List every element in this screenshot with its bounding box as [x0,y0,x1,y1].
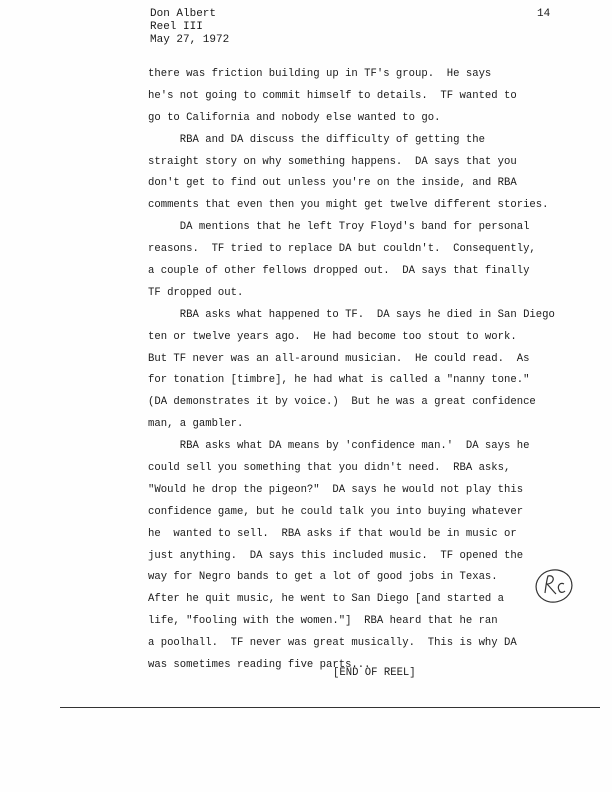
body-line: confidence game, but he could talk you into buying whatever [148,505,524,518]
body-line: After he quit music, he went to San Diego [and started a [148,593,505,606]
body-line: ten or twelve years ago. He had become too stout to work. [148,330,517,343]
handwritten-initials-icon [533,567,575,605]
reel-label: Reel III [150,21,203,33]
interviewee-name: Don Albert [150,8,217,20]
document-header [150,8,229,47]
body-line: a couple of other fellows dropped out. DA says that finally [148,265,530,278]
body-line: man, a gambler. [148,418,244,431]
body-line: he wanted to sell. RBA asks if that would be in music or [148,527,517,540]
body-line: there was friction building up in TF's group. He says [148,68,492,80]
body-line: RBA asks what DA means by 'confidence man.' DA says he [148,440,530,453]
body-line: a poolhall. TF never was great musically. This is why DA [148,637,517,650]
body-line: life, "fooling with the women."] RBA heard that he ran [148,615,498,628]
body-line: (DA demonstrates it by voice.) But he was a great confidence [148,396,536,409]
body-line: for tonation [timbre], he had what is called a "nanny tone." [148,374,530,387]
body-line: straight story on why something happens. DA says that you [148,155,517,168]
body-line: go to California and nobody else wanted to go. [148,111,441,124]
footer-rule [60,707,600,708]
body-line: DA mentions that he left Troy Floyd's band for personal [148,221,530,234]
body-line: way for Negro bands to get a lot of good jobs in Texas. [148,571,498,584]
interview-date: May 27, 1972 [150,34,230,46]
end-of-reel-marker: [END OF REEL] [333,667,416,679]
body-line: he's not going to commit himself to details. TF wanted to [148,89,517,102]
body-line: "Would he drop the pigeon?" DA says he would not play this [148,483,524,496]
page-number: 14 [537,8,551,20]
body-line: just anything. DA says this included music. TF opened the [148,549,524,562]
body-line: TF dropped out. [148,286,244,299]
body-line: comments that even then you might get twelve different stories. [148,199,549,212]
body-line: don't get to find out unless you're on the inside, and RBA [148,177,517,190]
body-line: could sell you something that you didn't need. RBA asks, [148,462,511,475]
transcript-body [148,64,568,677]
body-line: RBA and DA discuss the difficulty of getting the [148,133,485,146]
body-line: But TF never was an all-around musician. He could read. As [148,352,530,365]
body-line: was sometimes reading five parts... [148,659,371,672]
body-line: reasons. TF tried to replace DA but couldn't. Consequently, [148,243,536,256]
body-line: RBA asks what happened to TF. DA says he died in San Diego [148,308,555,321]
